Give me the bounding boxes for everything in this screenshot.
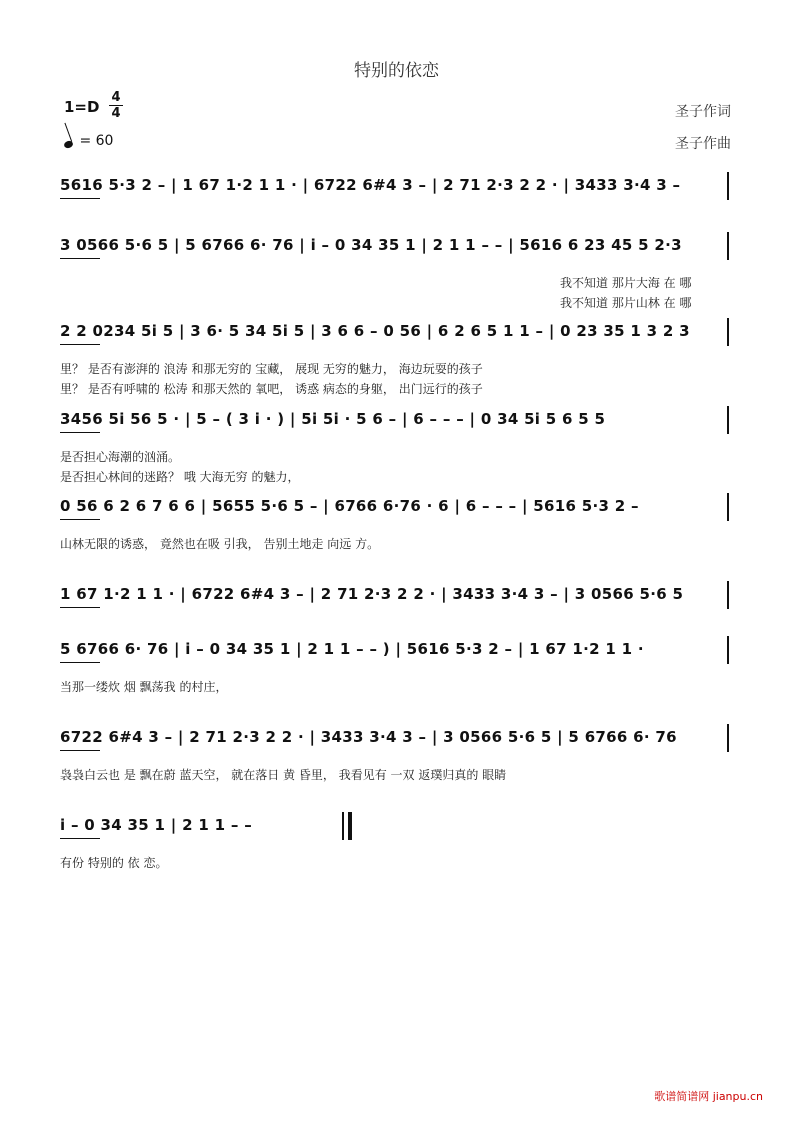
quarter-note-icon [63,140,74,150]
time-signature [109,90,123,121]
footer-watermark [654,1088,763,1104]
lyric-line: 里？ 是否有呼啸的 松涛 和那天然的 氧吧， 诱惑 病态的身躯， 出门远行的孩子 [60,382,483,396]
barline [727,724,729,752]
barline [727,232,729,260]
lyric-line: 是否担心海潮的汹涌。 [60,450,181,464]
beam-line [60,838,100,839]
notes-line: 3 0566 5·6 5 | 5 6766 6· 76 | i – 0 34 35 1 | 2 1 1 – – | 5616 6 23 45 5 2·3 [60,236,682,254]
beam-line [60,258,100,259]
barline [342,812,344,840]
beam-line [60,198,100,199]
tempo-marking [64,133,113,149]
notes-line: 6722 6#4 3 – | 2 71 2·3 2 2 · | 3433 3·4 3 – | 3 0566 5·6 5 | 5 6766 6· 76 [60,728,677,746]
notes-line: i – 0 34 35 1 | 2 1 1 – – [60,816,252,834]
notes-line: 2 2 0234 5i 5 | 3 6· 5 34 5i 5 | 3 6 6 – 0 56 | 6 2 6 5 1 1 – | 0 23 35 1 3 2 3 [60,322,690,340]
beam-line [60,750,100,751]
lyric-line: 我不知道 那片大海 在 哪 [560,276,692,290]
notes-line: 1 67 1·2 1 1 · | 6722 6#4 3 – | 2 71 2·3 2 2 · | 3433 3·4 3 – | 3 0566 5·6 5 [60,585,684,603]
lyric-line: 我不知道 那片山林 在 哪 [560,296,692,310]
barline [727,493,729,521]
barline [727,318,729,346]
key-signature: 1=D [64,98,100,116]
song-title: 特别的依恋 [354,61,439,81]
lyric-line: 是否担心林间的迷路？ 哦 大海无穷 的魅力， [60,470,300,484]
lyric-line: 有份 特别的 依 恋。 [60,856,168,870]
beam-line [60,432,100,433]
beam-line [60,519,100,520]
beam-line [60,662,100,663]
tempo-value: = 60 [79,133,114,149]
lyric-line: 里？ 是否有澎湃的 浪涛 和那无穷的 宝藏， 展现 无穷的魅力， 海边玩耍的孩子 [60,362,483,376]
beam-line [60,607,100,608]
barline [727,172,729,200]
final-barline [348,812,352,840]
notes-line: 5 6766 6· 76 | i – 0 34 35 1 | 2 1 1 – – ) | 5616 5·3 2 – | 1 67 1·2 1 1 · [60,640,644,658]
lyricist-credit: 圣子作词 [675,104,731,120]
barline [727,581,729,609]
barline [727,406,729,434]
lyric-line: 山林无限的诱惑， 竟然也在吸 引我， 告别土地走 向远 方。 [60,537,380,551]
time-signature-bottom: 4 [109,105,123,121]
notes-line: 3456 5i 56 5 · | 5 – ( 3 i · ) | 5i 5i · 5 6 – | 6 – – – | 0 34 5i 5 6 5 5 [60,410,606,428]
notes-line: 5616 5·3 2 – | 1 67 1·2 1 1 · | 6722 6#4 3 – | 2 71 2·3 2 2 · | 3433 3·4 3 – [60,176,681,194]
composer-credit: 圣子作曲 [675,136,731,152]
notes-line: 0 56 6 2 6 7 6 6 | 5655 5·6 5 – | 6766 6·76 · 6 | 6 – – – | 5616 5·3 2 – [60,497,639,515]
lyric-line: 当那一缕炊 烟 飘荡我 的村庄， [60,680,228,694]
footer-url: jianpu.cn [712,1090,763,1103]
barline [727,636,729,664]
time-signature-top: 4 [111,90,121,105]
beam-line [60,344,100,345]
footer-site: 歌谱简谱网 [654,1090,710,1103]
lyric-line: 袅袅白云也 是 飘在蔚 蓝天空， 就在落日 黄 昏里， 我看见有 一双 返璞归真的 眼睛 [60,768,507,782]
